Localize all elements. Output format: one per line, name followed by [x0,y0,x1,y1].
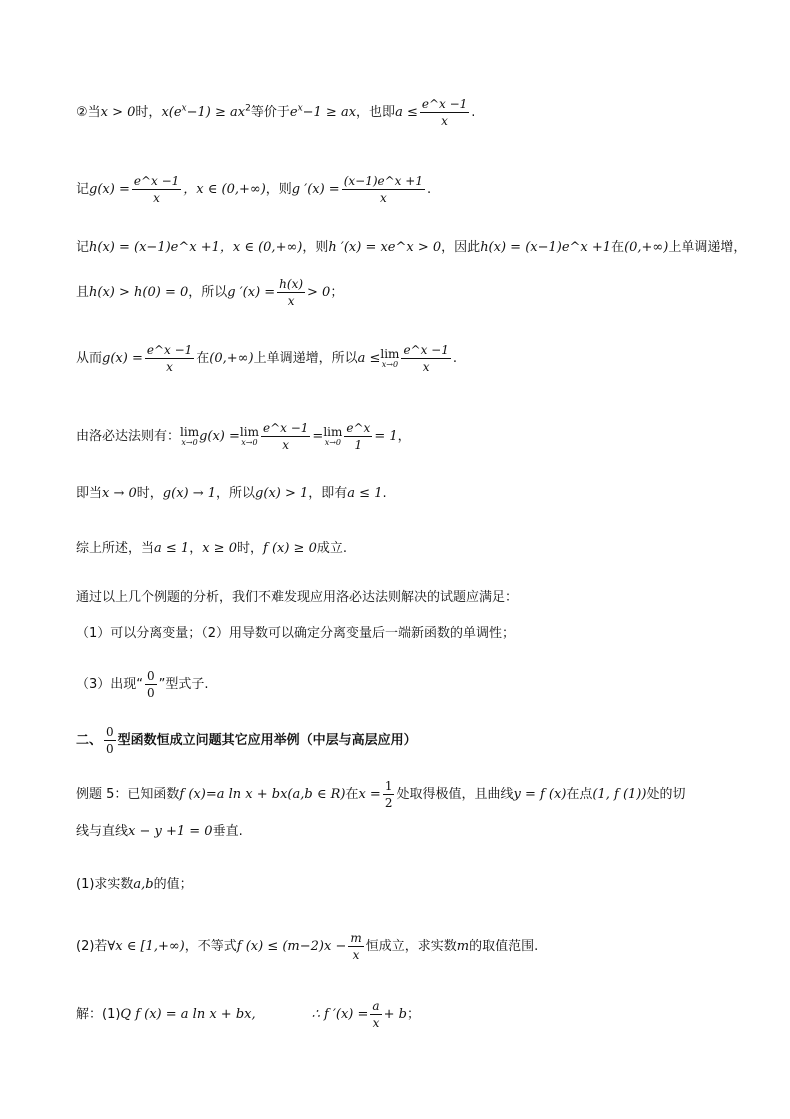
limit-sub: x→0 [324,438,341,447]
math: −1 ≥ ax [302,105,357,120]
fraction [342,173,425,206]
math: x(e [161,105,182,120]
denominator: x [352,948,360,962]
text: ，则 [265,182,292,197]
math: m [456,939,470,954]
math: h ′(x) = xe^x > 0 [328,240,442,255]
line-limit-result [76,484,387,504]
denominator: x [282,438,290,452]
math: g(x) = [89,182,130,197]
math: g(x) → 1 [162,486,217,501]
text: 在 [345,787,359,802]
math: a,b [133,877,154,892]
question-2 [76,930,538,963]
numerator: a [372,999,380,1013]
text: ，所以 [216,486,256,501]
line-lhopital [76,420,411,453]
line-define-g [76,173,431,206]
text: (2)若 [76,939,108,954]
denominator: x [287,294,295,308]
text: 在 [611,240,625,255]
exp: x [181,103,187,114]
math: ∀x ∈ [1,+∞) [107,939,185,954]
text: 线与直线 [76,824,129,839]
math: h(x) = (x−1)e^x +1 [89,240,220,255]
limit-sub: x→0 [241,438,258,447]
denominator: x [372,1016,380,1030]
text: 上单调递增，所以 [253,351,358,366]
text: ②当 [76,105,101,120]
line-define-h [76,238,746,258]
math: y = f (x) [513,787,567,802]
math: x → 0 [102,486,137,501]
numerator: 0 [147,669,155,683]
exp: 2 [245,103,251,114]
text: ，不等式 [184,939,237,954]
math: (0,+∞) [209,351,254,366]
math: x ≥ 0 [202,541,237,556]
text: 解：(1) [76,1007,121,1022]
math: x = [358,787,381,802]
exp: x [297,103,303,114]
text: ，因此 [441,240,481,255]
limit-word: lim [180,425,200,439]
text: 时， [136,486,163,501]
text: 即当 [76,486,103,501]
fraction [261,420,310,453]
fraction [104,724,116,757]
text: ，所以 [188,285,228,300]
line-h-positive [76,276,343,309]
numerator: e^x −1 [421,97,468,111]
math: g ′(x) = [291,182,340,197]
denominator: x [379,191,387,205]
math: = 1 [374,429,398,444]
text: 从而 [76,351,103,366]
text: . [426,182,432,197]
limit-word: lim [239,425,259,439]
denominator: x [153,191,160,205]
fraction [277,276,305,309]
denominator: x [422,360,430,374]
numerator: e^x −1 [262,421,309,435]
heading-number: 二、 [76,733,103,748]
question-1 [76,875,193,895]
limit [380,348,399,369]
text: 记 [76,182,90,197]
text: 时， [236,541,263,556]
math: e [289,105,298,120]
denominator: x [166,360,173,374]
numerator: 1 [384,779,393,793]
denominator: x [441,114,448,128]
text: ” [158,677,166,692]
math: (1, f (1)) [592,787,647,802]
math: g ′(x) = [227,285,276,300]
limit-sub: x→0 [181,438,198,447]
line-summary [76,588,518,608]
math: −1) ≥ ax [186,105,246,120]
solution-line [76,998,420,1031]
math: g(x) > 1 [255,486,309,501]
text: 处取得极值，且曲线 [396,787,514,802]
text: . [382,486,387,501]
fraction [132,173,181,206]
math: = [312,429,324,444]
text: ，也即 [356,105,396,120]
line-g-increasing [76,342,457,375]
limit [323,426,342,447]
numerator: 0 [106,725,114,739]
text: . [452,351,458,366]
text: 的取值范围. [469,939,539,954]
math: ，x ∈ (0,+∞) [219,240,303,255]
text: 恒成立，求实数 [365,939,457,954]
fraction [420,96,469,129]
math: > 0 [307,285,331,300]
math: a ≤ [357,351,381,366]
math: ，x ∈ (0,+∞) [183,182,266,197]
text: ，则 [302,240,329,255]
text: 的值； [153,877,193,892]
limit-word: lim [380,347,400,361]
heading-text: 型函数恒成立问题其它应用举例（中层与高层应用） [117,733,417,748]
numerator: e^x −1 [403,343,449,357]
numerator: h(x) [279,277,304,291]
limit [180,426,199,447]
text: 综上所述，当 [76,541,155,556]
math: a ≤ 1 [347,486,383,501]
text: （1）可以分离变量；（2）用导数可以确定分离变量后一端新函数的单调性； [76,626,516,641]
line-condition-3 [76,668,209,701]
math: + b [383,1007,407,1022]
fraction [145,668,157,701]
text: ， [189,541,203,556]
limit-sub: x→0 [381,360,399,369]
fraction [145,342,194,375]
text: 垂直. [212,824,243,839]
text: . [471,105,476,120]
numerator: (x−1)e^x +1 [343,174,423,188]
text: ，即有 [308,486,348,501]
text: 且 [76,285,90,300]
text: 成立. [316,541,347,556]
text: （3）出现 [76,677,137,692]
text: ； [406,1007,420,1022]
math: h(x) = (x−1)e^x +1 [480,240,612,255]
text: 通过以上几个例题的分析，我们不难发现应用洛必达法则解决的试题应满足： [76,590,519,605]
math: a ≤ [395,105,418,120]
text: 在点 [566,787,593,802]
text: 型式子. [165,677,209,692]
math: Q f (x) = a ln x + bx, [120,1007,256,1022]
fraction [370,998,381,1031]
math: x − y +1 = 0 [128,824,213,839]
math: a ≤ 1 [154,541,190,556]
numerator: m [350,931,362,945]
math: g(x) = [102,351,143,366]
text: 记 [76,240,90,255]
fraction [383,778,395,811]
fraction [401,342,450,375]
math: h(x) > h(0) = 0 [89,285,189,300]
text: ； [330,285,344,300]
numerator: e^x −1 [146,343,193,357]
line-conclusion [76,539,347,559]
math: f (x) ≥ 0 [263,541,317,556]
line-conditions [76,624,515,644]
math: g(x) = [199,429,240,444]
fraction [348,930,363,963]
math: x > 0 [100,105,136,120]
math: (0,+∞) [624,240,669,255]
text: 时， [135,105,162,120]
section-heading [76,724,417,757]
fraction [344,420,372,453]
text: 上单调递增， [668,240,747,255]
text: (1)求实数 [76,877,134,892]
limit-word: lim [323,425,343,439]
math: f (x) ≤ (m−2)x − [236,939,347,954]
math: f (x)=a ln x + bx(a,b ∈ R) [179,787,346,802]
text: 等价于 [250,105,290,120]
text: 在 [196,351,210,366]
text: ， [397,429,411,444]
line-case2 [76,96,475,129]
math: ∴ f ′(x) = [311,1007,369,1022]
limit [240,426,259,447]
denominator: 2 [384,796,393,810]
text: 例题 5：已知函数 [76,787,180,802]
example-5-line-2 [76,822,243,842]
text: 处的切 [646,787,686,802]
denominator: 0 [147,686,155,700]
denominator: 0 [106,742,114,756]
numerator: e^x −1 [133,174,180,188]
numerator: e^x [346,421,371,435]
example-5-line-1 [76,778,685,811]
denominator: 1 [354,438,363,452]
text: “ [136,677,144,692]
text: 由洛必达法则有： [76,429,181,444]
